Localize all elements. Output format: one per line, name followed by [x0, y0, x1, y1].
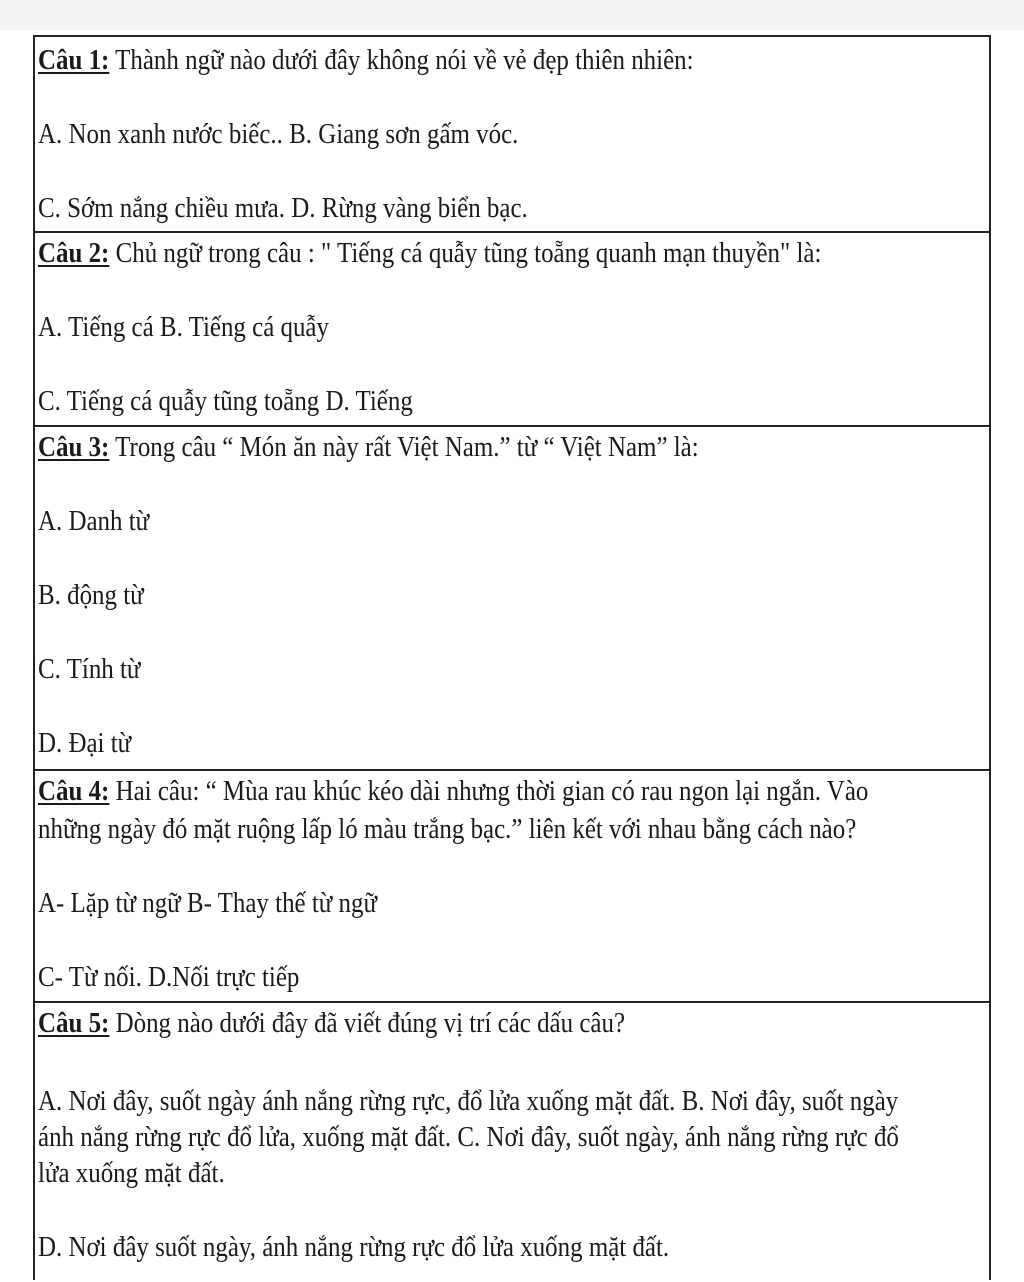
question-text: Thành ngữ nào dưới đây không nói về vẻ đẹp thiên nhiên:: [109, 44, 694, 76]
question-text: Hai câu: “ Mùa rau khúc kéo dài nhưng thời gian có rau ngon lại ngắn. Vào: [109, 775, 869, 807]
answer-option: A. Non xanh nước biếc.. B. Giang sơn gấm vóc.: [38, 118, 519, 150]
answer-option: lửa xuống mặt đất.: [38, 1157, 225, 1189]
question-text: Trong câu “ Món ăn này rất Việt Nam.” từ “ Việt Nam” là:: [109, 431, 699, 463]
question-stem: [38, 430, 699, 464]
question-text: Chủ ngữ trong câu : " Tiếng cá quẫy tũng toẵng quanh mạn thuyền" là:: [109, 237, 822, 269]
answer-option: ánh nắng rừng rực đổ lửa, xuống mặt đất. C. Nơi đây, suốt ngày, ánh nắng rừng rực đổ: [38, 1121, 899, 1153]
question-cell-2: [35, 233, 989, 427]
answer-option: A. Tiếng cá B. Tiếng cá quẫy: [38, 311, 329, 343]
question-stem: [38, 236, 821, 270]
top-strip: [0, 0, 1024, 30]
question-label: Câu 4:: [38, 775, 110, 807]
answer-option: A. Danh từ: [38, 505, 150, 537]
question-cell-1: [35, 37, 989, 233]
answer-option: C. Sớm nắng chiều mưa. D. Rừng vàng biển bạc.: [38, 192, 528, 224]
answer-option: D. Đại từ: [38, 727, 132, 759]
question-stem: [38, 43, 694, 77]
answer-option: A. Nơi đây, suốt ngày ánh nắng rừng rực, đổ lửa xuống mặt đất. B. Nơi đây, suốt ngày: [38, 1085, 899, 1117]
answer-option: D. Nơi đây suốt ngày, ánh nắng rừng rực đổ lửa xuống mặt đất.: [38, 1231, 670, 1263]
question-stem: [38, 1006, 625, 1040]
question-text-continued: những ngày đó mặt ruộng lấp ló màu trắng bạc.” liên kết với nhau bằng cách nào?: [38, 813, 857, 845]
question-cell-4: [35, 771, 989, 1003]
question-label: Câu 2:: [38, 237, 110, 269]
question-cell-3: [35, 427, 989, 771]
question-stem: [38, 774, 868, 808]
question-cell-5: [35, 1003, 989, 1282]
question-text: Dòng nào dưới đây đã viết đúng vị trí các dấu câu?: [109, 1007, 626, 1039]
answer-option: C. Tính từ: [38, 653, 141, 685]
question-label: Câu 3:: [38, 431, 110, 463]
answer-option: B. động từ: [38, 579, 144, 611]
answer-option: C. Tiếng cá quẫy tũng toẵng D. Tiếng: [38, 385, 413, 417]
question-label: Câu 5:: [38, 1007, 110, 1039]
answer-option: C- Từ nối. D.Nối trực tiếp: [38, 961, 300, 993]
question-table: [33, 35, 991, 1280]
question-label: Câu 1:: [38, 44, 110, 76]
answer-option: A- Lặp từ ngữ B- Thay thế từ ngữ: [38, 887, 377, 919]
